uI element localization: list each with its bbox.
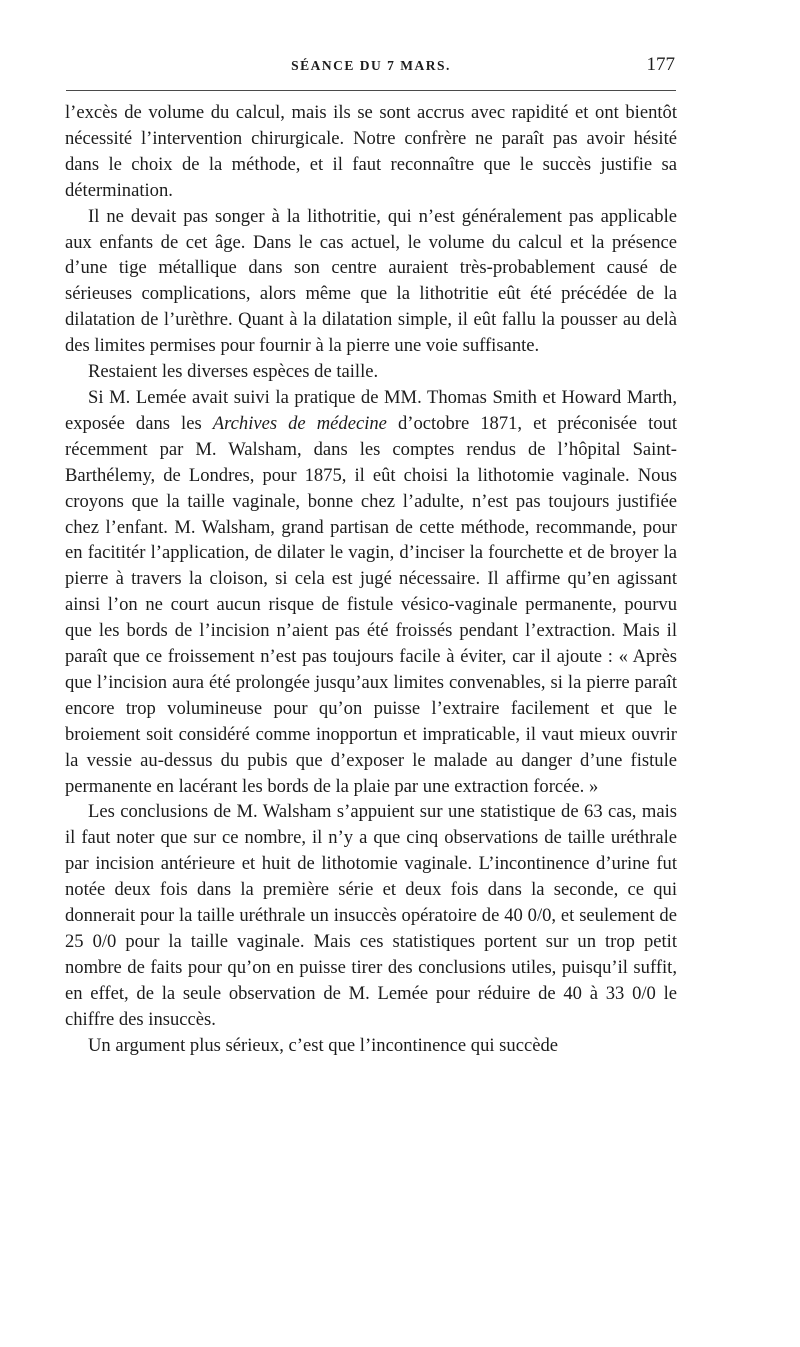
paragraph-3: Restaient les diverses espèces de taille. (88, 361, 379, 383)
paragraph-4-text-after: d’octobre 1871, et préconisée tout récemment par M. Walsham, dans les comptes rendus de l’hôpital Saint-Barthélemy, de Londres, pour 1875, il eût choisi la lithotomie vaginale. Nous croyons que la taille vaginale, bonne chez l’adulte, n’est pas toujours justifiée chez l’enfant. M. Walsham, grand partisan de cette méthode, recommande, pour en facititér l’application, de dilater le vagin, d’inciser la fourchette et de broyer la pierre à travers la cloison, si cela est jugé nécessaire. Il affirme qu’en agissant ainsi l’on ne court aucun risque de fistule vésico-vaginale permanente, pourvu que les bords de l’incision n’aient pas été froissés pendant l’extraction. Mais il paraît que ce froissement n’est pas toujours facile à éviter, car il ajoute : « Après que l’incision aura été prolongée jusqu’aux limites convenables, si la pierre paraît encore trop volumineuse pour qu’on puisse l’extraire facilement et que le broiement soit considéré comme inopportun et impraticable, il vaut mieux ouvrir la vessie au-dessus du pubis que d’exposer le malade au danger d’une fistule permanente en lacérant les bords de la plaie par une extraction forcée. » (65, 412, 678, 797)
paragraph-6: Un argument plus sérieux, c’est que l’incontinence qui succède (88, 1034, 559, 1056)
paragraph-4 (65, 385, 677, 800)
paragraph-1: l’excès de volume du calcul, mais ils se sont accrus avec rapidité et ont bientôt nécessité l’intervention chirurgicale. Notre confrère ne paraît pas avoir hésité dans le choix de la méthode, et il faut reconnaître que le succès justifie sa détermination. (65, 102, 677, 201)
journal-title-italic: Archives de médecine (212, 412, 387, 434)
paragraph-4-text-before: Si M. Lemée avait suivi la pratique de MM. Thomas Smith et Howard Marth, exposée dans les (65, 386, 677, 434)
page-number: 177 (646, 54, 675, 75)
paragraph-5: Les conclusions de M. Walsham s’appuient sur une statistique de 63 cas, mais il faut noter que sur ce nombre, il n’y a que cinq observations de taille uréthrale par incision antérieure et huit de lithotomie vaginale. L’incontinence d’urine fut notée deux fois dans la première série et deux fois dans la seconde, ce qui donnerait pour la taille uréthrale un insuccès opératoire de 40 0/0, et seulement de 25 0/0 pour la taille vaginale. Mais ces statistiques portent sur un trop petit nombre de faits pour qu’on en puisse tirer des conclusions utiles, puisqu’il suffit, en effet, de la seule observation de M. Lemée pour réduire de 40 à 33 0/0 le chiffre des insuccès. (65, 801, 677, 1030)
running-header (65, 52, 677, 80)
body-text (65, 100, 677, 1059)
header-title: SÉANCE DU 7 MARS. (291, 58, 451, 73)
header-rule (66, 90, 676, 91)
paragraph-2: Il ne devait pas songer à la lithotritie, qui n’est généralement pas applicable aux enfants de cet âge. Dans le cas actuel, le volume du calcul et la présence d’une tige métallique dans son centre auraient très-probablement causé de sérieuses complications, alors même que la lithotritie eût été précédée de la dilatation de l’urèthre. Quant à la dilatation simple, il eût fallu la pousser au delà des limites permises pour fournir à la pierre une voie suffisante. (65, 205, 677, 357)
